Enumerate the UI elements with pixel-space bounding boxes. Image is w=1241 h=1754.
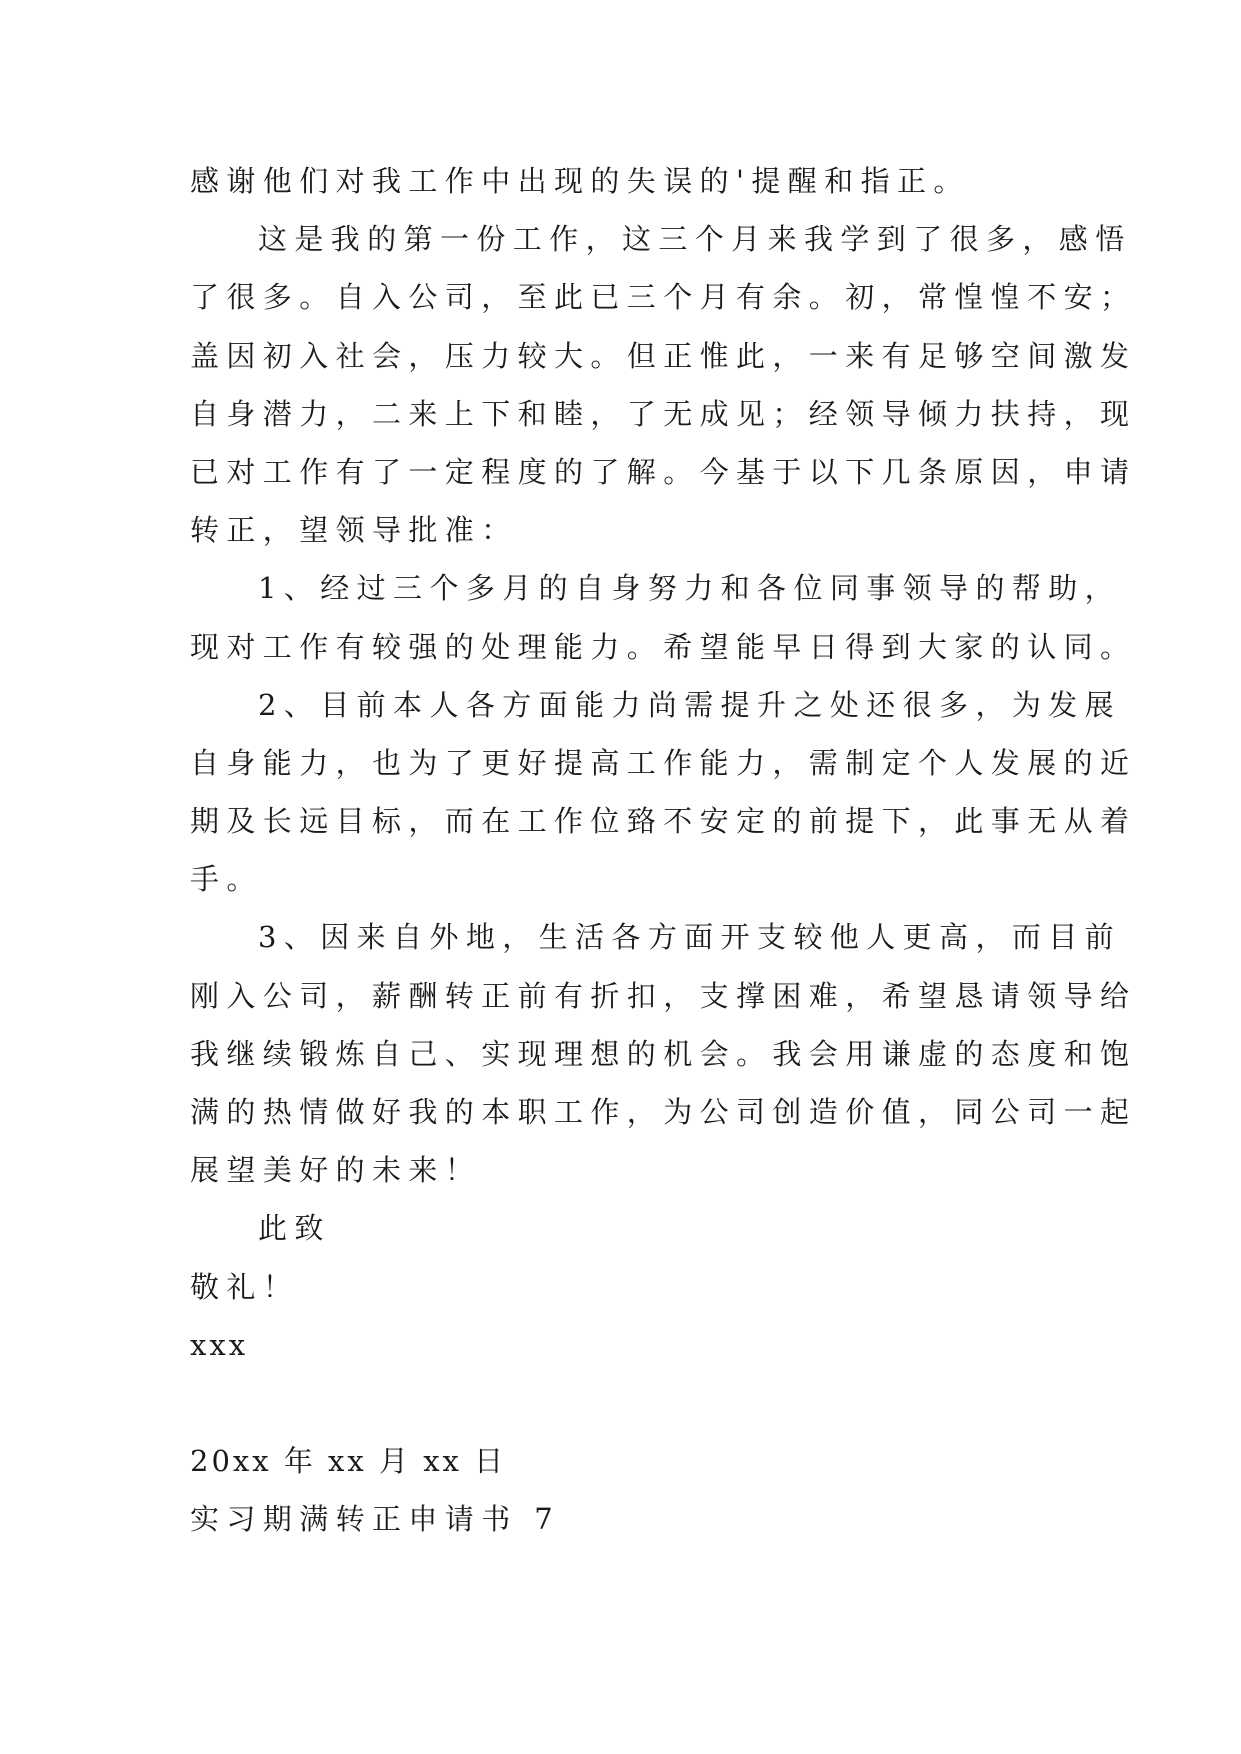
body-line: 自身潜力，二来上下和睦，了无成见；经领导倾力扶持，现 — [190, 396, 1137, 431]
letter-date: 20xx 年 xx 月 xx 日 — [190, 1443, 507, 1478]
body-line: 展望美好的未来！ — [190, 1153, 482, 1188]
body-line: 现对工作有较强的处理能力。希望能早日得到大家的认同。 — [190, 629, 1137, 664]
salutation: 敬礼！ — [190, 1269, 300, 1304]
body-line: 盖因初入社会，压力较大。但正惟此，一来有足够空间激发 — [190, 338, 1137, 373]
next-section-title: 实习期满转正申请书 7 — [190, 1501, 561, 1536]
letter-body — [190, 152, 1137, 1548]
list-item-2-first-line: 2、目前本人各方面能力尚需提升之处还很多，为发展 — [258, 687, 1122, 722]
body-line: 手。 — [190, 862, 263, 897]
signature-spacer — [190, 1374, 1070, 1432]
body-line: 已对工作有了一定程度的了解。今基于以下几条原因，申请 — [190, 454, 1137, 489]
closing-phrase: 此致 — [258, 1211, 331, 1246]
body-line: 感谢他们对我工作中出现的失误的'提醒和指正。 — [190, 164, 970, 198]
body-line: 转正，望领导批准： — [190, 513, 518, 548]
list-item-3-first-line: 3、因来自外地，生活各方面开支较他人更高，而目前 — [258, 920, 1122, 955]
body-line: 我继续锻炼自己、实现理想的机会。我会用谦虚的态度和饱 — [190, 1036, 1137, 1071]
body-line: 自身能力，也为了更好提高工作能力，需制定个人发展的近 — [190, 745, 1137, 780]
body-line: 期及长远目标，而在工作位臵不安定的前提下，此事无从着 — [190, 804, 1137, 839]
body-line: 满的热情做好我的本职工作，为公司创造价值，同公司一起 — [190, 1095, 1137, 1129]
paragraph-first-line: 这是我的第一份工作，这三个月来我学到了很多，感悟 — [258, 222, 1132, 257]
body-line: 了很多。自入公司，至此已三个月有余。初，常惶惶不安； — [190, 280, 1137, 315]
body-line: 刚入公司，薪酬转正前有折扣，支撑困难，希望恳请领导给 — [190, 978, 1137, 1013]
signature-name: xxx — [190, 1327, 249, 1362]
list-item-1-first-line: 1、经过三个多月的自身努力和各位同事领导的帮助， — [258, 571, 1122, 606]
